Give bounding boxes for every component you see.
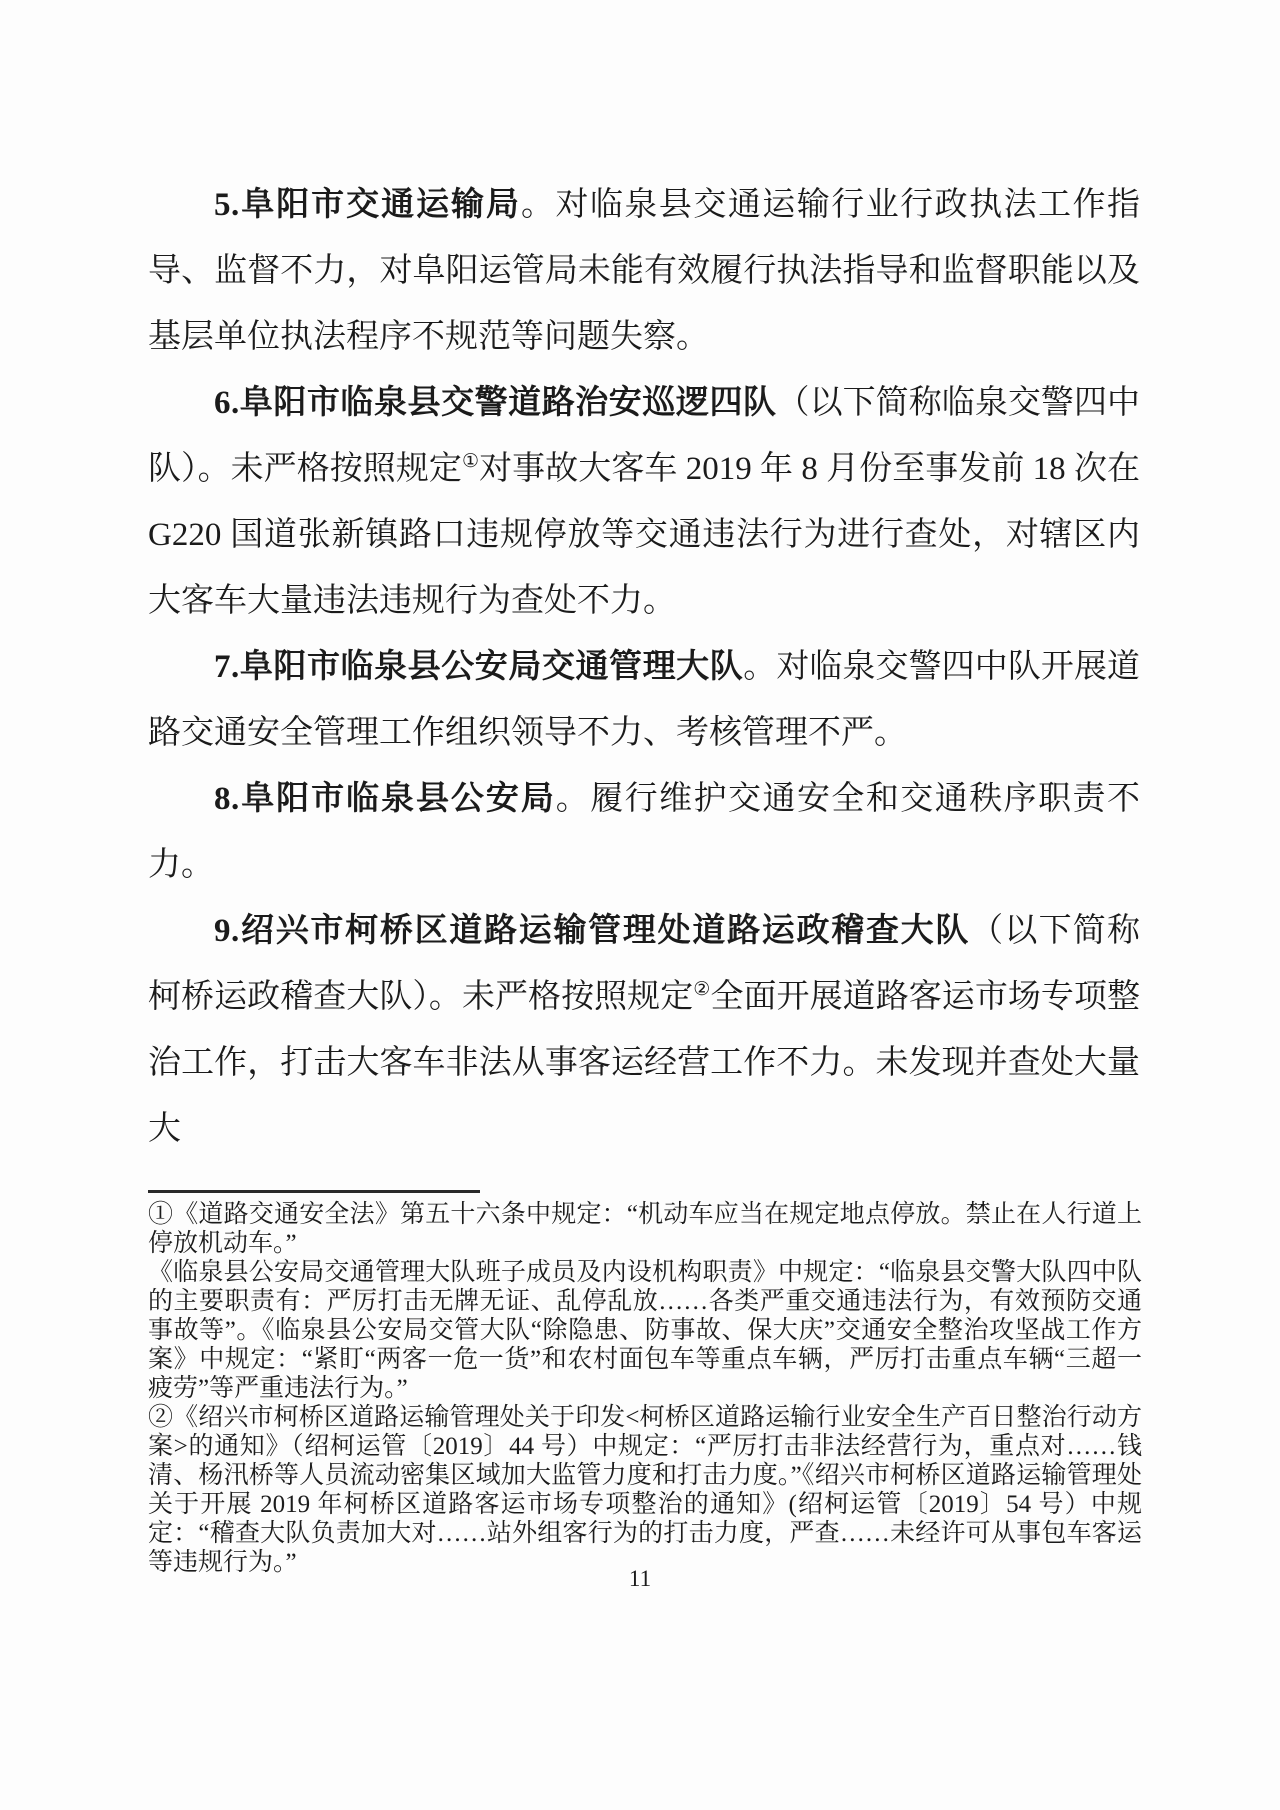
footnote-separator <box>148 1190 480 1193</box>
report-body <box>148 172 1140 1162</box>
body-paragraph <box>148 634 1140 766</box>
page-number: 11 <box>628 1566 652 1591</box>
footnotes <box>148 1200 1142 1577</box>
body-paragraph <box>148 370 1140 634</box>
org-name-bold: 8.阜阳市临泉县公安局 <box>214 781 556 817</box>
body-text-run: 全面开展道路客运市场专项整治工作，打击大客车非法从事客运经营工作不力。未发现并查处大量大 <box>148 979 1141 1147</box>
body-paragraph <box>148 766 1140 898</box>
body-text-run: 对事故大客车 2019 年 8 月份至事发前 18 次在 G220 国道张新镇路口违规停放等交通违法行为进行查处，对辖区内大客车大量违法违规行为查处不力。 <box>148 451 1141 619</box>
footnote-paragraph: ①《道路交通安全法》第五十六条中规定：“机动车应当在规定地点停放。禁止在人行道上停放机动车。” <box>148 1201 1142 1257</box>
body-text-run: （以下简称柯桥运政稽查大队）。未严格按照规定 <box>148 913 1141 1015</box>
footnote-paragraph: 《临泉县公安局交通管理大队班子成员及内设机构职责》中规定：“临泉县交警大队四中队的主要职责有：严厉打击无牌无证、乱停乱放……各类严重交通违法行为，有效预防交通事故等”。《临泉县公安局交管大队“除隐患、防事故、保大庆”交通安全整治攻坚战工作方案》中规定：“紧盯“两客一危一货”和农村面包车等重点车辆，严厉打击重点车辆“三超一疲劳”等严重违法行为。” <box>148 1259 1142 1402</box>
body-text-run: （以下简称临泉交警四中队）。未严格按照规定 <box>148 385 1141 487</box>
footnote-ref-marker: ② <box>693 979 711 1000</box>
footnote-paragraph: ②《绍兴市柯桥区道路运输管理处关于印发<柯桥区道路运输行业安全生产百日整治行动方案>的通知》（绍柯运管〔2019〕44 号）中规定：“严厉打击非法经营行为，重点对……钱清、杨汛桥等人员流动密集区域加大监管力度和打击力度。”《绍兴市柯桥区道路运输管理处关于开展 2019 年柯桥区道路客运市场专项整治的通知》(绍柯运管〔2019〕54 号）中规定：“稽查大队负责加大对……站外组客行为的打击力度，严查……未经许可从事包车客运等违规行为。” <box>148 1404 1142 1576</box>
org-name-bold: 6.阜阳市临泉县交警道路治安巡逻四队 <box>214 385 777 421</box>
footnote-ref-marker: ① <box>461 451 480 472</box>
body-text-run: 。对临泉县交通运输行业行政执法工作指导、监督不力，对阜阳运管局未能有效履行执法指导和监督职能以及基层单位执法程序不规范等问题失察。 <box>148 187 1141 355</box>
body-text-run: 。对临泉交警四中队开展道路交通安全管理工作组织领导不力、考核管理不严。 <box>148 649 1141 751</box>
org-name-bold: 5.阜阳市交通运输局 <box>214 187 521 223</box>
body-paragraph <box>148 898 1140 1162</box>
org-name-bold: 7.阜阳市临泉县公安局交通管理大队 <box>214 649 744 685</box>
org-name-bold: 9.绍兴市柯桥区道路运输管理处道路运政稽查大队 <box>214 913 971 949</box>
body-text-run: 。履行维护交通安全和交通秩序职责不力。 <box>148 781 1141 883</box>
body-paragraph <box>148 172 1140 370</box>
